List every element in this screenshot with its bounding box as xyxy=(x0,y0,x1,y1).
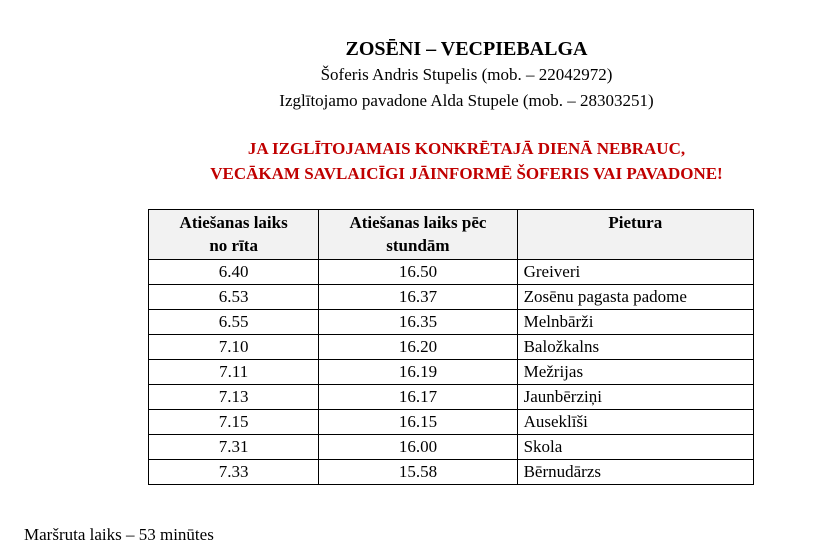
header-morning-line1: Atiešanas laiks xyxy=(179,213,288,232)
header-afternoon-line2: stundām xyxy=(386,236,450,255)
table-header-row xyxy=(149,210,754,260)
morning-time-cell: 6.53 xyxy=(149,285,319,310)
header-morning-line2: no rīta xyxy=(209,236,258,255)
afternoon-time-cell: 16.17 xyxy=(319,385,517,410)
stop-name-cell: Melnbārži xyxy=(517,310,753,335)
table-row xyxy=(149,260,754,285)
morning-time-cell: 6.40 xyxy=(149,260,319,285)
escort-contact: Izglītojamo pavadone Alda Stupele (mob. – 28303251) xyxy=(279,91,654,110)
morning-time-cell: 6.55 xyxy=(149,310,319,335)
table-row xyxy=(149,460,754,485)
driver-contact: Šoferis Andris Stupelis (mob. – 22042972) xyxy=(320,65,613,84)
morning-time-cell: 7.10 xyxy=(149,335,319,360)
afternoon-time-cell: 16.15 xyxy=(319,410,517,435)
morning-time-cell: 7.15 xyxy=(149,410,319,435)
table-row xyxy=(149,360,754,385)
morning-time-cell: 7.33 xyxy=(149,460,319,485)
stop-name-cell: Zosēnu pagasta padome xyxy=(517,285,753,310)
stop-name-cell: Baložkalns xyxy=(517,335,753,360)
stop-name-cell: Jaunbērziņi xyxy=(517,385,753,410)
page-title: ZOSĒNI – VECPIEBALGA xyxy=(345,38,588,60)
afternoon-time-cell: 16.20 xyxy=(319,335,517,360)
warning-line-2: VECĀKAM SAVLAICĪGI JĀINFORMĒ ŠOFERIS VAI PAVADONE! xyxy=(210,164,723,183)
morning-time-cell: 7.31 xyxy=(149,435,319,460)
table-row xyxy=(149,385,754,410)
stop-name-cell: Auseklīši xyxy=(517,410,753,435)
afternoon-time-cell: 16.19 xyxy=(319,360,517,385)
afternoon-time-cell: 16.37 xyxy=(319,285,517,310)
stop-name-cell: Greiveri xyxy=(517,260,753,285)
afternoon-time-cell: 15.58 xyxy=(319,460,517,485)
route-duration: Maršruta laiks – 53 minūtes xyxy=(24,525,214,544)
table-row xyxy=(149,310,754,335)
table-row xyxy=(149,335,754,360)
header-afternoon-departure xyxy=(319,210,517,260)
warning-line-1: JA IZGLĪTOJAMAIS KONKRĒTAJĀ DIENĀ NEBRAUC, xyxy=(247,139,686,158)
afternoon-time-cell: 16.50 xyxy=(319,260,517,285)
stop-name-cell: Mežrijas xyxy=(517,360,753,385)
schedule-table xyxy=(148,209,754,485)
header-morning-departure xyxy=(149,210,319,260)
afternoon-time-cell: 16.00 xyxy=(319,435,517,460)
table-row xyxy=(149,410,754,435)
afternoon-time-cell: 16.35 xyxy=(319,310,517,335)
stop-name-cell: Skola xyxy=(517,435,753,460)
table-row xyxy=(149,285,754,310)
header-afternoon-line1: Atiešanas laiks pēc xyxy=(349,213,487,232)
stop-name-cell: Bērnudārzs xyxy=(517,460,753,485)
morning-time-cell: 7.13 xyxy=(149,385,319,410)
table-row xyxy=(149,435,754,460)
morning-time-cell: 7.11 xyxy=(149,360,319,385)
header-stop: Pietura xyxy=(517,210,753,260)
